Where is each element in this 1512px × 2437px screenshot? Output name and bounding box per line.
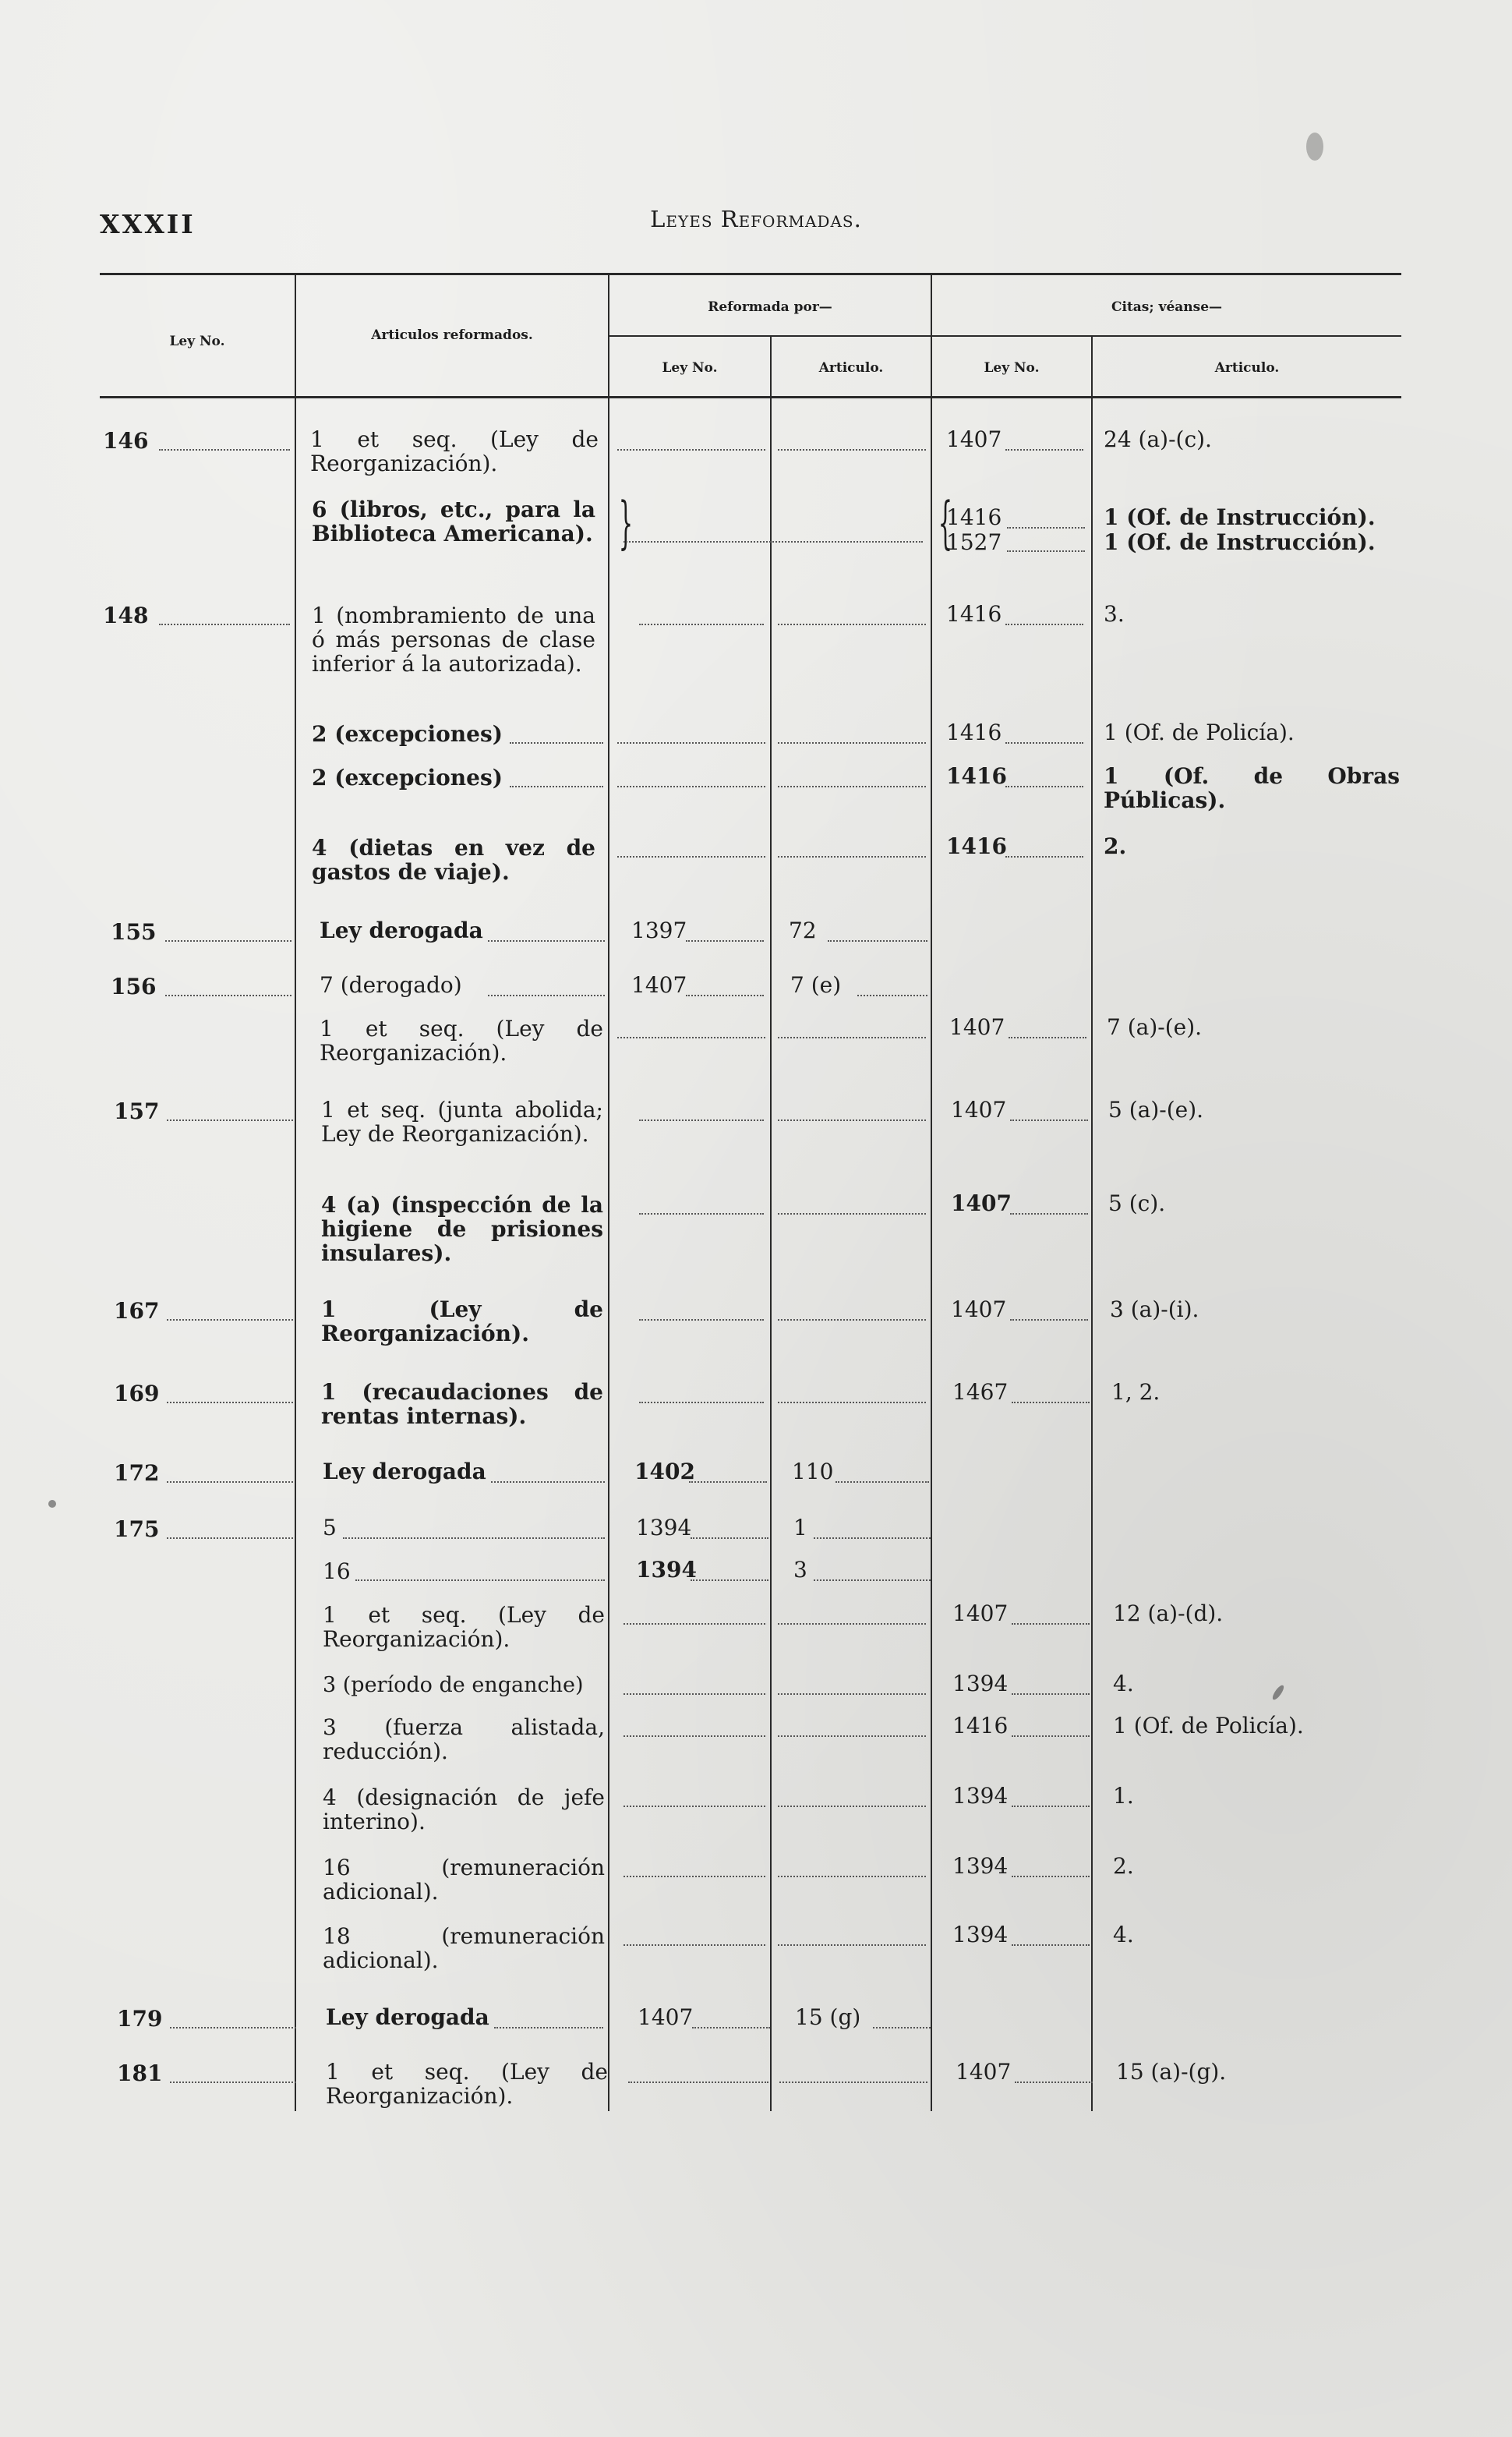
- table-row-ref-ley: 1397: [631, 918, 687, 943]
- leader-dots: [510, 786, 603, 787]
- table-row-ref-art: 7 (e): [790, 972, 842, 998]
- table-row-articulo: 1 et seq. (Ley de Reorganización).: [320, 1016, 603, 1066]
- leader-dots: [617, 449, 765, 451]
- leader-dots: [778, 786, 926, 787]
- leader-dots: [159, 449, 290, 451]
- table-row-articulo: 1 (recaudaciones de rentas internas).: [321, 1379, 603, 1429]
- table-row-ref-art: 110: [792, 1459, 834, 1484]
- col-divider-1: [295, 274, 296, 2111]
- table-row-articulo: 4 (designación de jefe interino).: [323, 1784, 605, 1834]
- leader-dots: [1009, 1037, 1086, 1038]
- leader-dots: [778, 856, 926, 858]
- table-row-ley-no: 157: [114, 1098, 160, 1124]
- table-row-ley-no: 172: [114, 1460, 160, 1486]
- leader-dots: [1005, 624, 1083, 625]
- leader-dots: [617, 1037, 765, 1038]
- table-row-cit-art: 1 (Of. de Instrucción).: [1104, 529, 1376, 555]
- table-row-articulo: 2 (excepciones): [312, 765, 503, 791]
- leader-dots: [624, 1693, 765, 1695]
- leader-dots: [510, 742, 603, 744]
- leader-dots: [167, 1481, 293, 1483]
- table-row-articulo: Ley derogada: [326, 2004, 489, 2030]
- leader-dots: [691, 1537, 768, 1539]
- table-row-ref-ley: 1407: [631, 972, 687, 998]
- table-row-cit-art: 4.: [1113, 1671, 1134, 1696]
- leader-dots: [778, 1623, 926, 1625]
- header-cit-ley-no: Ley No.: [984, 360, 1040, 376]
- table-row-ley-no: 169: [114, 1381, 160, 1406]
- leader-dots: [857, 995, 927, 996]
- leader-dots: [491, 1481, 605, 1483]
- leader-dots: [873, 2027, 931, 2028]
- table-row-articulo: 1 et seq. (junta abolida; Ley de Reorganización).: [321, 1097, 603, 1147]
- leader-dots: [828, 940, 927, 942]
- table-row-cit-ley: 1407: [952, 1600, 1009, 1626]
- leader-dots: [778, 449, 926, 451]
- table-row-articulo: 2 (excepciones): [312, 721, 503, 747]
- leader-dots: [617, 856, 765, 858]
- table-row-cit-art: 5 (c).: [1108, 1190, 1166, 1216]
- leader-dots: [1012, 1876, 1090, 1877]
- table-row-cit-art: 4.: [1113, 1922, 1134, 1947]
- table-row-articulo: 1 et seq. (Ley de Reorganización).: [326, 2059, 608, 2109]
- leader-dots: [624, 1623, 765, 1625]
- table-row-cit-ley: 1416: [946, 763, 1007, 789]
- table-row-ref-art: 1: [793, 1515, 807, 1540]
- table-row-cit-ley: 1394: [952, 1922, 1009, 1947]
- table-row-ref-ley: 1394: [636, 1557, 697, 1583]
- table-row-cit-ley: 1416: [946, 720, 1002, 745]
- table-row-cit-ley: 1416: [946, 504, 1002, 530]
- leader-dots: [778, 1693, 926, 1695]
- table-row-ref-ley: 1402: [634, 1459, 695, 1484]
- leader-dots: [628, 2082, 768, 2083]
- table-row-articulo: Ley derogada: [323, 1459, 486, 1484]
- table-row-articulo: 4 (dietas en vez de gastos de viaje).: [312, 835, 595, 885]
- table-row-cit-art: 3 (a)-(i).: [1110, 1296, 1199, 1322]
- table-row-articulo: 7 (derogado): [320, 972, 462, 998]
- leader-dots: [779, 2082, 927, 2083]
- table-row-articulo: 5: [323, 1515, 337, 1540]
- table-row-articulo: 16 (remuneración adicional).: [323, 1855, 605, 1905]
- leader-dots: [1012, 1623, 1090, 1625]
- leader-dots: [1010, 1119, 1088, 1121]
- table-row-ley-no: 155: [111, 919, 157, 945]
- leader-dots: [778, 1806, 926, 1807]
- leader-dots: [778, 1876, 926, 1877]
- leader-dots: [639, 624, 764, 625]
- leader-dots: [624, 541, 923, 543]
- leader-dots: [1015, 2082, 1093, 2083]
- leader-dots: [167, 1537, 293, 1539]
- table-row-cit-ley: 1416: [946, 601, 1002, 627]
- table-row-cit-art: 1, 2.: [1111, 1379, 1160, 1405]
- table-row-cit-ley: 1467: [952, 1379, 1009, 1405]
- page-number: XXXII: [100, 209, 196, 239]
- leader-dots: [355, 1579, 605, 1581]
- table-row-articulo: 6 (libros, etc., para la Biblioteca Americana).: [312, 497, 595, 546]
- leader-dots: [778, 1037, 926, 1038]
- leader-dots: [778, 1944, 926, 1946]
- leader-dots: [689, 1481, 767, 1483]
- leader-dots: [167, 1402, 293, 1403]
- table-row-articulo: 1 (nombramiento de una ó más personas de clase inferior á la autorizada).: [312, 603, 595, 677]
- leader-dots: [639, 1402, 764, 1403]
- leader-dots: [165, 995, 291, 996]
- table-row-ley-no: 146: [103, 428, 149, 454]
- leader-dots: [343, 1537, 605, 1539]
- table-row-cit-ley: 1407: [956, 2059, 1012, 2085]
- leader-dots: [170, 2027, 296, 2028]
- table-row-ref-ley: 1407: [638, 2004, 694, 2030]
- leader-dots: [1005, 449, 1083, 451]
- leader-dots: [1007, 527, 1085, 529]
- leader-dots: [639, 1319, 764, 1321]
- table-row-cit-ley: 1394: [952, 1671, 1009, 1696]
- table-row-ley-no: 181: [117, 2060, 163, 2086]
- leader-dots: [778, 1119, 926, 1121]
- leader-dots: [624, 1735, 765, 1737]
- table-row-articulo: 1 et seq. (Ley de Reorganización).: [310, 426, 599, 476]
- header-articulos-reformados: Articulos reformados.: [371, 327, 533, 343]
- leader-dots: [778, 624, 926, 625]
- leader-dots: [1005, 786, 1083, 787]
- brace-symbol: {: [938, 490, 953, 555]
- table-row-ref-art: 3: [793, 1557, 807, 1583]
- running-title: Leyes Reformadas.: [650, 206, 862, 232]
- table-row-ley-no: 167: [114, 1298, 160, 1324]
- col-divider-5: [1091, 337, 1093, 2111]
- table-row-cit-art: 2.: [1113, 1853, 1134, 1879]
- leader-dots: [686, 995, 764, 996]
- leader-dots: [167, 1119, 293, 1121]
- leader-dots: [1012, 1693, 1090, 1695]
- table-row-cit-ley: 1407: [951, 1190, 1012, 1216]
- table-row-cit-art: 5 (a)-(e).: [1108, 1097, 1204, 1123]
- table-row-articulo: 1 et seq. (Ley de Reorganización).: [323, 1602, 605, 1652]
- col-divider-4: [931, 274, 932, 2111]
- table-row-cit-art: 1 (Of. de Policía).: [1113, 1713, 1304, 1738]
- leader-dots: [1005, 742, 1083, 744]
- table-row-ley-no: 179: [117, 2006, 163, 2032]
- leader-dots: [1012, 1944, 1090, 1946]
- table-row-cit-art: 3.: [1104, 601, 1125, 627]
- table-row-ley-no: 175: [114, 1516, 160, 1542]
- table-row-cit-ley: 1394: [952, 1853, 1009, 1879]
- table-row-articulo: 4 (a) (inspección de la higiene de prisiones insulares).: [321, 1192, 603, 1266]
- header-ref-articulo: Articulo.: [818, 360, 884, 376]
- leader-dots: [488, 995, 605, 996]
- table-row-ley-no: 156: [111, 974, 157, 999]
- table-row-ref-art: 72: [789, 918, 817, 943]
- leader-dots: [686, 940, 764, 942]
- ink-spot: [48, 1500, 56, 1508]
- table-row-cit-art: 7 (a)-(e).: [1107, 1014, 1203, 1040]
- leader-dots: [778, 1213, 926, 1215]
- leader-dots: [159, 624, 290, 625]
- leader-dots: [835, 1481, 929, 1483]
- header-reformada-por: Reformada por—: [708, 299, 832, 315]
- table-row-articulo: Ley derogada: [320, 918, 483, 943]
- leader-dots: [692, 2027, 770, 2028]
- header-ref-ley-no: Ley No.: [662, 360, 718, 376]
- table-row-cit-art: 15 (a)-(g).: [1116, 2059, 1227, 2085]
- table-row-cit-ley: 1407: [951, 1296, 1007, 1322]
- table-row-ref-ley: 1394: [636, 1515, 692, 1540]
- col-divider-3: [770, 337, 772, 2111]
- col-divider-2: [608, 274, 609, 2111]
- leader-dots: [814, 1537, 931, 1539]
- leader-dots: [1005, 856, 1083, 858]
- leader-dots: [778, 1402, 926, 1403]
- table-row-articulo: 1 (Ley de Reorganización).: [321, 1296, 603, 1346]
- table-row-ref-art: 15 (g): [795, 2004, 861, 2030]
- leader-dots: [814, 1579, 931, 1581]
- leader-dots: [1012, 1806, 1090, 1807]
- leader-dots: [1007, 550, 1085, 552]
- leader-dots: [639, 1119, 764, 1121]
- leader-dots: [1012, 1402, 1090, 1403]
- leader-dots: [778, 1319, 926, 1321]
- leader-dots: [624, 1806, 765, 1807]
- leader-dots: [617, 742, 765, 744]
- table-row-cit-ley: 1407: [951, 1097, 1007, 1123]
- leader-dots: [488, 940, 605, 942]
- leader-dots: [1012, 1735, 1090, 1737]
- leader-dots: [778, 1735, 926, 1737]
- brace-symbol: }: [618, 490, 634, 555]
- leader-dots: [1010, 1319, 1088, 1321]
- leader-dots: [165, 940, 291, 942]
- subheader-rule: [608, 335, 1401, 337]
- leader-dots: [167, 1319, 293, 1321]
- table-row-cit-art: 1 (Of. de Obras Públicas).: [1104, 763, 1400, 813]
- leader-dots: [691, 1579, 768, 1581]
- table-row-cit-art: 1 (Of. de Policía).: [1104, 720, 1295, 745]
- table-row-cit-ley: 1527: [946, 529, 1002, 555]
- header-ley-no: Ley No.: [169, 334, 225, 349]
- table-row-cit-art: 2.: [1104, 833, 1127, 859]
- table-row-cit-ley: 1416: [946, 833, 1007, 859]
- leader-dots: [494, 2027, 603, 2028]
- ink-spot: [1306, 133, 1323, 161]
- table-row-cit-art: 12 (a)-(d).: [1113, 1600, 1224, 1626]
- table-row-articulo: 18 (remuneración adicional).: [323, 1923, 605, 1973]
- table-row-cit-art: 24 (a)-(c).: [1104, 426, 1212, 452]
- table-row-cit-art: 1 (Of. de Instrucción).: [1104, 504, 1376, 530]
- leader-dots: [624, 1876, 765, 1877]
- header-citas: Citas; véanse—: [1111, 299, 1223, 315]
- leader-dots: [624, 1944, 765, 1946]
- table-row-ley-no: 148: [103, 603, 149, 628]
- leader-dots: [639, 1213, 764, 1215]
- leader-dots: [170, 2082, 296, 2083]
- table-row-cit-ley: 1407: [949, 1014, 1005, 1040]
- header-cit-articulo: Articulo.: [1214, 360, 1280, 376]
- leader-dots: [778, 742, 926, 744]
- table-row-cit-ley: 1394: [952, 1783, 1009, 1809]
- table-row-cit-art: 1.: [1113, 1783, 1134, 1809]
- table-row-cit-ley: 1407: [946, 426, 1002, 452]
- leader-dots: [617, 786, 765, 787]
- table-row-articulo: 3 (fuerza alistada, reducción).: [323, 1714, 605, 1764]
- leader-dots: [1010, 1213, 1088, 1215]
- table-row-articulo: 3 (período de enganche): [323, 1673, 584, 1697]
- ink-spot: [1270, 1684, 1285, 1702]
- table-row-articulo: 16: [323, 1558, 351, 1584]
- table-row-cit-ley: 1416: [952, 1713, 1009, 1738]
